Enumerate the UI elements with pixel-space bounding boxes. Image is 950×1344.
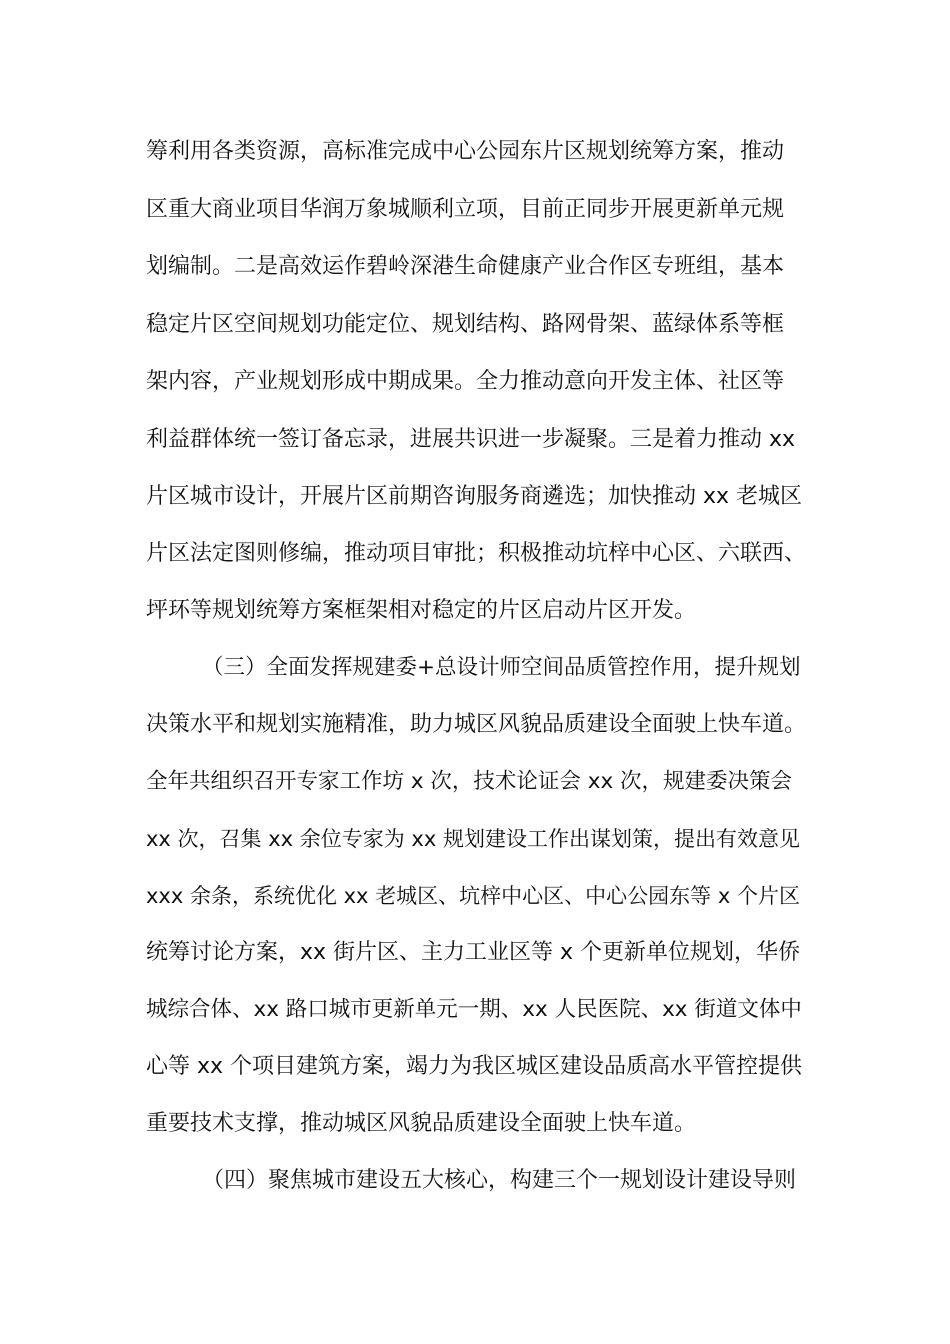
paragraph-line: 重要技术支撑，推动城区风貌品质建设全面驶上快车道。 [146,1111,697,1136]
paragraph-line: 架内容，产业规划形成中期成果。全力推动意向开发主体、社区等 [146,369,785,394]
paragraph-line: 片区法定图则修编，推动项目审批；积极推动坑梓中心区、六联西、 [146,541,807,566]
paragraph-line: 筹利用各类资源，高标准完成中心公园东片区规划统筹方案，推动 [146,139,785,164]
paragraph-line: 坪环等规划统筹方案框架相对稳定的片区启动片区开发。 [146,598,697,623]
paragraph-line: 划编制。二是高效运作碧岭深港生命健康产业合作区专班组，基本 [146,254,785,279]
paragraph-line: 统筹讨论方案，xx 街片区、主力工业区等 x 个更新单位规划，华侨 [146,940,801,965]
section-heading-3: （三）全面发挥规建委+总设计师空间品质管控作用，提升规划 [202,655,801,680]
paragraph-line: 城综合体、xx 路口城市更新单元一期、xx 人民医院、xx 街道文体中 [146,997,802,1022]
paragraph-line: xxx 余条，系统优化 xx 老城区、坑梓中心区、中心公园东等 x 个片区 [146,884,800,908]
paragraph-line: 心等 xx 个项目建筑方案，竭力为我区城区建设品质高水平管控提供 [146,1054,803,1079]
paragraph-line: 决策水平和规划实施精准，助力城区风貌品质建设全面驶上快车道。 [146,712,807,737]
paragraph-line: 区重大商业项目华润万象城顺利立项，目前正同步开展更新单元规 [146,197,785,222]
paragraph-line: 稳定片区空间规划功能定位、规划结构、路网骨架、蓝绿体系等框 [146,312,785,337]
paragraph-line: 利益群体统一签订备忘录，进展共识进一步凝聚。三是着力推动 xx [146,427,796,452]
paragraph-line: xx 次，召集 xx 余位专家为 xx 规划建设工作出谋划策，提出有效意见 [146,827,800,851]
section-heading-4: （四）聚焦城市建设五大核心，构建三个一规划设计建设导则 [202,1168,797,1193]
paragraph-line: 全年共组织召开专家工作坊 x 次，技术论证会 xx 次，规建委决策会 [146,769,793,794]
paragraph-line: 片区城市设计，开展片区前期咨询服务商遴选；加快推动 xx 老城区 [146,484,803,509]
